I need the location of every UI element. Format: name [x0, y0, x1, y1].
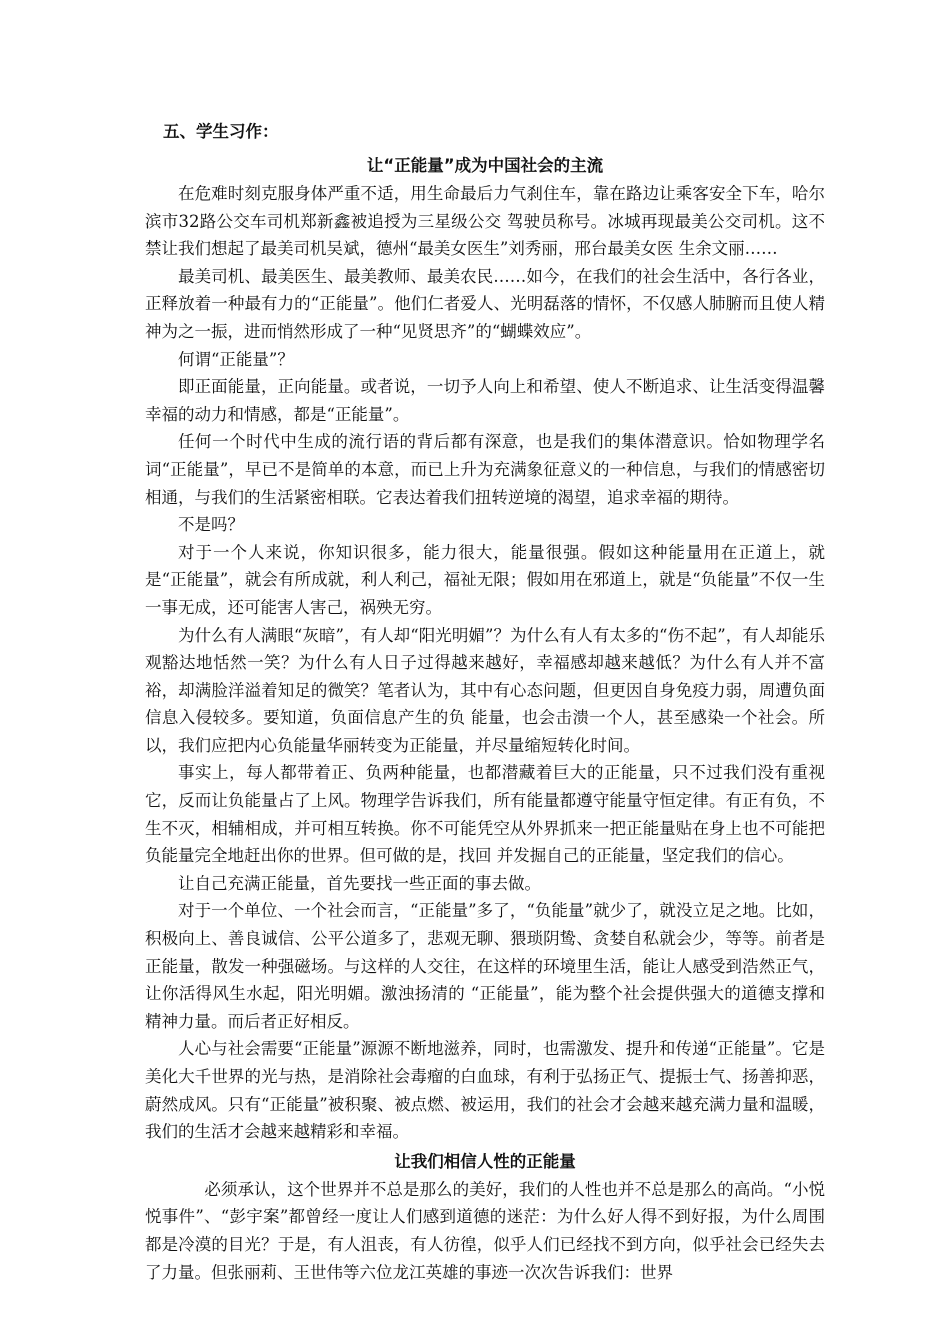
essay1-paragraph-11: 对于一个单位、一个社会而言，“正能量”多了，“负能量”就少了，就没立足之地。比如，积极向上、善良诚信、公平公道多了，悲观无聊、猥琐阴鸷、贪婪自私就会少，等等。前者是正能量，散发一种强磁场。与这样的人交往，在这样的环境里生活，能让人感受到浩然正气，让你活得风生水起，阳光明媚。激浊扬清的 “正能量”，能为整个社会提供强大的道德支撑和精神力量。而后者正好相反。 [145, 901, 825, 1031]
document-page [145, 118, 825, 1286]
essay1-paragraph-3: 何谓“正能量”？ [178, 349, 294, 369]
essay2-paragraph-1: 必须承认，这个世界并不总是那么的美好，我们的人性也并不总是那么的高尚。“小悦悦事件”、“彭宇案”都曾经一度让人们感到道德的迷茫：为什么好人得不到好报，为什么周围都是冷漠的目光？于是，有人沮丧，有人彷徨，似乎人们已经找不到方向，似乎社会已经失去了力量。但张丽莉、王世伟等六位龙江英雄的事迹一次次告诉我们：世界 [145, 1179, 825, 1282]
essay2-title: 让我们相信人性的正能量 [394, 1151, 576, 1171]
essay1-paragraph-8: 为什么有人满眼“灰暗”，有人却“阳光明媚”？为什么有人有太多的“伤不起”，有人却能乐观豁达地恬然一笑？为什么有人日子过得越来越好，幸福感却越来越低？为什么有人并不富裕，却满脸洋溢着知足的微笑？笔者认为，其中有心态问题，但更因自身免疫力弱，周遭负面信息入侵较多。要知道，负面信息产生的负 能量，也会击溃一个人，甚至感染一个社会。所以，我们应把内心负能量华丽转变为正能量，并尽量缩短转化时间。 [145, 625, 825, 755]
essay1-paragraph-7: 对于一个人来说，你知识很多，能力很大，能量很强。假如这种能量用在正道上，就是“正能量”，就会有所成就，利人利己，福祉无限；假如用在邪道上，就是“负能量”不仅一生一事无成，还可能害人害己，祸殃无穷。 [145, 542, 825, 617]
essay1-paragraph-10: 让自己充满正能量，首先要找一些正面的事去做。 [178, 873, 541, 893]
essay1-title: 让“正能量”成为中国社会的主流 [366, 156, 604, 175]
essay1-paragraph-9: 事实上，每人都带着正、负两种能量，也都潜藏着巨大的正能量，只不过我们没有重视它，反而让负能量占了上风。物理学告诉我们，所有能量都遵守能量守恒定律。有正有负，不生不灭，相辅相成，并可相互转换。你不可能凭空从外界抓来一把正能量贴在身上也不可能把负能量完全地赶出你的世界。但可做的是，找回 并发掘自己的正能量，坚定我们的信心。 [145, 763, 825, 866]
essay1-paragraph-6: 不是吗？ [178, 515, 244, 535]
essay1-paragraph-12: 人心与社会需要“正能量”源源不断地滋养，同时，也需激发、提升和传递“正能量”。它是美化大千世界的光与热，是消除社会毒瘤的白血球，有利于弘扬正气、提振士气、扬善抑恶，蔚然成风。只有“正能量”被积聚、被点燃、被运用，我们的社会才会越来越充满力量和温暖，我们的生活才会越来越精彩和幸福。 [145, 1039, 825, 1142]
essay1-paragraph-5: 任何一个时代中生成的流行语的背后都有深意，也是我们的集体潜意识。恰如物理学名词“正能量”，早已不是简单的本意，而已上升为充满象征意义的一种信息，与我们的情感密切相通，与我们的生活紧密相联。它表达着我们扭转逆境的渴望，追求幸福的期待。 [145, 432, 825, 507]
section-heading: 五、学生习作： [163, 122, 279, 141]
essay1-paragraph-1: 在危难时刻克服身体严重不适，用生命最后力气刹住车，靠在路边让乘客安全下车，哈尔滨市32路公交车司机郑新鑫被追授为三星级公交 驾驶员称号。冰城再现最美公交司机。这不禁让我们想起了最美司机吴斌，德州“最美女医生”刘秀丽，邢台最美女医 生余文丽…… [145, 184, 825, 259]
essay1-paragraph-4: 即正面能量，正向能量。或者说，一切予人向上和希望、使人不断追求、让生活变得温馨幸福的动力和情感，都是“正能量”。 [145, 377, 825, 424]
essay1-paragraph-2: 最美司机、最美医生、最美教师、最美农民……如今，在我们的社会生活中，各行各业，正释放着一种最有力的“正能量”。他们仁者爱人、光明磊落的情怀，不仅感人肺腑而且使人精神为之一振，进而悄然形成了一种“见贤思齐”的“蝴蝶效应”。 [145, 266, 825, 341]
